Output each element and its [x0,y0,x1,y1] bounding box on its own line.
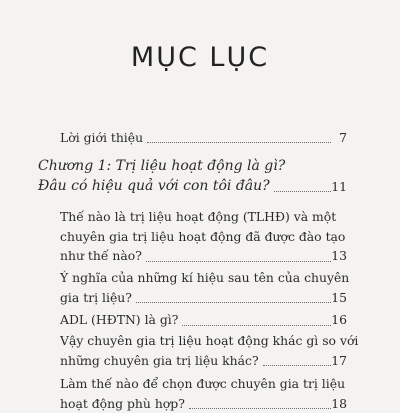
toc-entry-line: Ý nghĩa của những kí hiệu sau tên của chuyên [60,270,350,285]
toc-entry[interactable] [38,157,347,196]
toc-leader-dots [274,190,331,192]
toc-leader-dots [182,324,331,326]
toc-entry[interactable] [60,207,347,266]
toc-page-number: 13 [331,248,347,263]
toc-entry[interactable] [60,268,350,307]
toc-leader-dots [146,260,331,262]
toc-entry-line: Thế nào là trị liệu hoạt động (TLHĐ) và một [60,209,337,224]
toc-entry[interactable] [60,374,347,413]
toc-leader-dots [136,301,331,303]
toc-entry[interactable] [60,310,347,330]
toc-leader-dots [263,364,331,366]
toc-page-number: 11 [331,178,347,194]
toc-leader-dots [147,141,331,143]
toc-page-number: 16 [331,312,347,327]
toc-heading: MỤC LỤC [130,42,270,73]
toc-page-number: 15 [331,289,347,305]
toc-entry-line: gia trị liệu? [60,289,132,305]
toc-page-number: 18 [331,395,347,411]
toc-entry-line: Chương 1: Trị liệu hoạt động là gì? [38,158,286,174]
toc-entry-line: Làm thế nào để chọn được chuyên gia trị liệu [60,376,346,391]
toc-entry-line: như thế nào? [60,248,142,263]
toc-entry-line: những chuyên gia trị liệu khác? [60,352,259,368]
toc-entry[interactable] [60,128,347,147]
toc-page-number: 17 [331,352,347,368]
toc-entry[interactable] [60,331,359,370]
toc-entry-line: Đâu có hiệu quả với con tôi đâu? [38,177,270,194]
toc-leader-dots [189,407,331,409]
toc-entry-line: Vậy chuyên gia trị liệu hoạt động khác gì so với [60,333,359,348]
toc-entry-line: hoạt động phù hợp? [60,395,185,411]
toc-page-number: 7 [339,130,347,145]
toc-entry-line: chuyên gia trị liệu hoạt động đã được đào tạo [60,228,346,244]
toc-entry-line: Lời giới thiệu [60,130,144,145]
toc-entry-line: ADL (HĐTN) là gì? [60,312,179,327]
